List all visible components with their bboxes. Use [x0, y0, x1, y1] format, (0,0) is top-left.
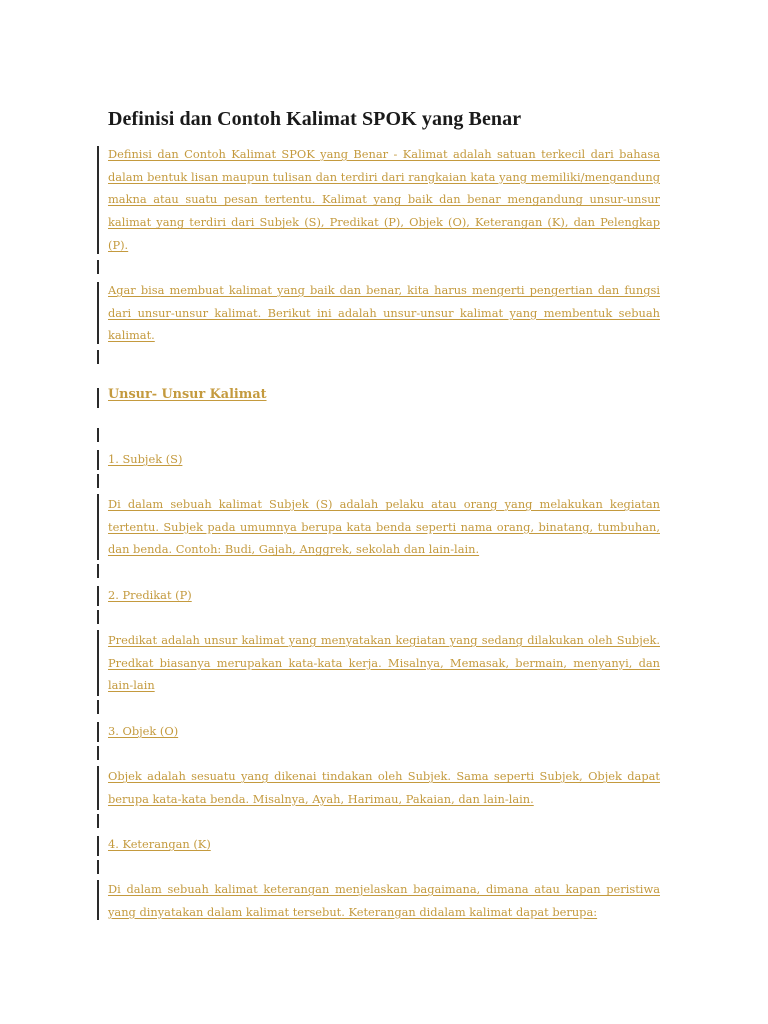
- second-paragraph[interactable]: Agar bisa membuat kalimat yang baik dan benar, kita harus mengerti pengertian dan fungsi dari unsur-unsur kalimat. Berikut ini adalah unsur-unsur kalimat yang membentuk sebuah kalimat.: [108, 283, 660, 343]
- objek-paragraph[interactable]: Objek adalah sesuatu yang dikenai tindakan oleh Subjek. Sama seperti Subjek, Objek dapat berupa kata-kata benda. Misalnya, Ayah, Harimau, Pakaian, dan lain-lain.: [108, 769, 660, 806]
- paragraph-marker: [97, 282, 99, 344]
- keterangan-paragraph[interactable]: Di dalam sebuah kalimat keterangan menjelaskan bagaimana, dimana atau kapan peristiwa yang dinyatakan dalam kalimat tersebut. Keterangan didalam kalimat dapat berupa:: [108, 882, 660, 919]
- keterangan-heading[interactable]: 4. Keterangan (K): [108, 837, 211, 851]
- paragraph-marker: [97, 880, 99, 920]
- paragraph-marker: [97, 260, 99, 274]
- paragraph-marker: [97, 766, 99, 810]
- paragraph-marker: [97, 450, 99, 470]
- paragraph-marker: [97, 836, 99, 856]
- predikat-paragraph[interactable]: Predikat adalah unsur kalimat yang menyatakan kegiatan yang sedang dilakukan oleh Subjek. Predkat biasanya merupakan kata-kata kerja. Misalnya, Memasak, bermain, menyanyi, dan lain-lain: [108, 633, 660, 693]
- document-title: Definisi dan Contoh Kalimat SPOK yang Benar: [108, 108, 522, 130]
- paragraph-marker: [97, 146, 99, 254]
- paragraph-marker: [97, 610, 99, 624]
- objek-heading[interactable]: 3. Objek (O): [108, 724, 179, 738]
- paragraph-marker: [97, 428, 99, 442]
- paragraph-marker: [97, 814, 99, 828]
- paragraph-marker: [97, 494, 99, 560]
- paragraph-marker: [97, 630, 99, 696]
- paragraph-marker: [97, 564, 99, 578]
- section-heading[interactable]: Unsur- Unsur Kalimat: [108, 387, 267, 402]
- paragraph-marker: [97, 860, 99, 874]
- paragraph-marker: [97, 388, 99, 408]
- paragraph-marker: [97, 586, 99, 606]
- subjek-heading[interactable]: 1. Subjek (S): [108, 452, 183, 466]
- paragraph-marker: [97, 722, 99, 742]
- intro-paragraph[interactable]: Definisi dan Contoh Kalimat SPOK yang Benar - Kalimat adalah satuan terkecil dari bahasa dalam bentuk lisan maupun tulisan dan terdiri dari rangkaian kata yang memiliki/mengandung makna atau suatu pesan tertentu. Kalimat yang baik dan benar mengandung unsur-unsur kalimat yang terdiri dari Subjek (S), Predikat (P), Objek (O), Keterangan (K), dan Pelengkap (P).: [108, 147, 660, 252]
- paragraph-marker: [97, 746, 99, 760]
- predikat-heading[interactable]: 2. Predikat (P): [108, 588, 192, 602]
- paragraph-marker: [97, 350, 99, 364]
- paragraph-marker: [97, 474, 99, 488]
- subjek-paragraph[interactable]: Di dalam sebuah kalimat Subjek (S) adalah pelaku atau orang yang melakukan kegiatan tertentu. Subjek pada umumnya berupa kata benda seperti nama orang, binatang, tumbuhan, dan benda. Contoh: Budi, Gajah, Anggrek, sekolah dan lain-lain.: [108, 497, 660, 557]
- paragraph-marker: [97, 700, 99, 714]
